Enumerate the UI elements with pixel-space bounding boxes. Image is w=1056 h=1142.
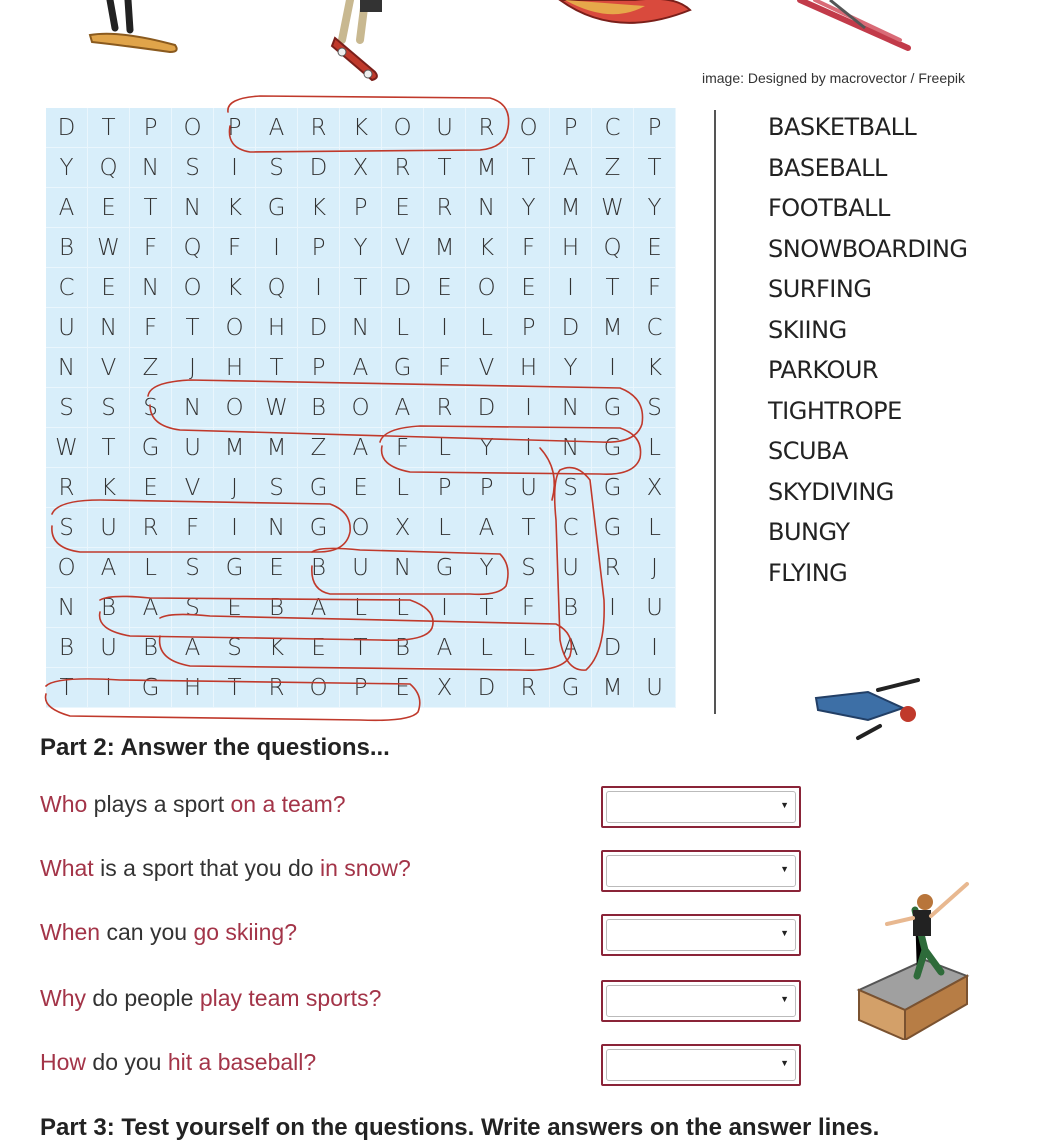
dropdown-field[interactable] xyxy=(606,985,796,1017)
question-text xyxy=(40,985,381,1012)
grid-letter: E xyxy=(256,548,298,588)
grid-letter: E xyxy=(298,628,340,668)
grid-letter: L xyxy=(130,548,172,588)
grid-letter: Y xyxy=(550,348,592,388)
dropdown-arrow-icon[interactable]: ▼ xyxy=(780,800,789,810)
grid-letter: T xyxy=(46,668,88,708)
grid-letter: M xyxy=(592,308,634,348)
grid-letter: T xyxy=(130,188,172,228)
word-list-item: FLYING xyxy=(768,558,848,587)
grid-letter: T xyxy=(340,628,382,668)
dropdown-arrow-icon[interactable]: ▼ xyxy=(780,994,789,1004)
dropdown-field[interactable] xyxy=(606,791,796,823)
grid-letter: A xyxy=(466,508,508,548)
grid-letter: L xyxy=(634,508,676,548)
grid-letter: S xyxy=(256,468,298,508)
grid-letter: Q xyxy=(256,268,298,308)
grid-letter: L xyxy=(466,308,508,348)
word-list-item: SURFING xyxy=(768,275,872,303)
word-list-item: SKIING xyxy=(768,315,847,344)
grid-letter: I xyxy=(424,588,466,628)
grid-letter: H xyxy=(550,228,592,268)
grid-letter: K xyxy=(466,228,508,268)
grid-letter: K xyxy=(634,348,676,388)
grid-letter: R xyxy=(466,108,508,148)
skier-illustration xyxy=(790,0,920,56)
grid-letter: E xyxy=(424,268,466,308)
grid-letter: F xyxy=(634,268,676,308)
grid-letter: Q xyxy=(592,228,634,268)
word-search-grid xyxy=(46,108,676,708)
grid-letter: D xyxy=(298,308,340,348)
grid-letter: K xyxy=(214,188,256,228)
grid-letter: O xyxy=(298,668,340,708)
dropdown-field[interactable] xyxy=(606,919,796,951)
grid-letter: J xyxy=(214,468,256,508)
grid-letter: I xyxy=(592,588,634,628)
grid-letter: Y xyxy=(508,188,550,228)
grid-letter: B xyxy=(256,588,298,628)
grid-letter: I xyxy=(508,388,550,428)
grid-letter: L xyxy=(382,468,424,508)
grid-letter: P xyxy=(130,108,172,148)
grid-letter: R xyxy=(592,548,634,588)
grid-letter: C xyxy=(46,268,88,308)
grid-letter: D xyxy=(298,148,340,188)
grid-letter: K xyxy=(88,468,130,508)
grid-letter: N xyxy=(46,588,88,628)
grid-letter: F xyxy=(172,508,214,548)
grid-letter: G xyxy=(214,548,256,588)
grid-letter: D xyxy=(466,388,508,428)
grid-letter: V xyxy=(172,468,214,508)
grid-letter: N xyxy=(130,148,172,188)
grid-letter: A xyxy=(46,188,88,228)
skater-grind-illustration xyxy=(855,880,975,1040)
grid-letter: R xyxy=(46,468,88,508)
grid-letter: T xyxy=(214,668,256,708)
grid-letter: E xyxy=(88,188,130,228)
grid-letter: D xyxy=(466,668,508,708)
grid-letter: A xyxy=(172,628,214,668)
grid-letter: O xyxy=(340,508,382,548)
grid-letter: Y xyxy=(46,148,88,188)
grid-letter: G xyxy=(592,508,634,548)
word-list-item: TIGHTROPE xyxy=(768,396,902,425)
grid-letter: E xyxy=(214,588,256,628)
grid-letter: B xyxy=(130,628,172,668)
grid-letter: O xyxy=(466,268,508,308)
grid-letter: L xyxy=(466,628,508,668)
grid-letter: P xyxy=(550,108,592,148)
grid-letter: P xyxy=(634,108,676,148)
grid-letter: Y xyxy=(340,228,382,268)
grid-letter: X xyxy=(340,148,382,188)
grid-letter: S xyxy=(508,548,550,588)
grid-letter: S xyxy=(172,548,214,588)
question-text xyxy=(40,919,297,946)
word-list-item: SCUBA xyxy=(768,437,848,465)
word-list-item: FOOTBALL xyxy=(768,194,890,222)
grid-letter: N xyxy=(46,348,88,388)
grid-letter: O xyxy=(214,308,256,348)
grid-letter: N xyxy=(340,308,382,348)
grid-letter: G xyxy=(592,468,634,508)
grid-letter: N xyxy=(172,188,214,228)
grid-letter: E xyxy=(508,268,550,308)
surfer-illustration xyxy=(555,0,695,36)
grid-letter: S xyxy=(46,388,88,428)
skateboarder-illustration xyxy=(320,0,400,82)
dropdown-arrow-icon[interactable]: ▼ xyxy=(780,1058,789,1068)
grid-letter: D xyxy=(46,108,88,148)
grid-letter: N xyxy=(88,308,130,348)
grid-letter: I xyxy=(634,628,676,668)
question-middle: do people xyxy=(86,985,200,1011)
grid-letter: P xyxy=(466,468,508,508)
grid-letter: L xyxy=(508,628,550,668)
grid-letter: X xyxy=(634,468,676,508)
grid-letter: T xyxy=(466,588,508,628)
grid-letter: E xyxy=(88,268,130,308)
grid-letter: B xyxy=(46,628,88,668)
question-text xyxy=(40,1049,316,1076)
answer-dropdown[interactable] xyxy=(601,786,801,828)
vertical-divider xyxy=(714,110,716,714)
grid-letter: H xyxy=(214,348,256,388)
grid-letter: V xyxy=(382,228,424,268)
grid-letter: R xyxy=(130,508,172,548)
word-list-item: SNOWBOARDING xyxy=(768,234,968,263)
grid-letter: S xyxy=(634,388,676,428)
question-middle: do you xyxy=(86,1049,168,1075)
grid-letter: E xyxy=(634,228,676,268)
question-text xyxy=(40,855,411,882)
grid-letter: F xyxy=(382,428,424,468)
grid-letter: Y xyxy=(634,188,676,228)
grid-letter: G xyxy=(424,548,466,588)
grid-letter: O xyxy=(172,108,214,148)
grid-letter: R xyxy=(298,108,340,148)
grid-letter: I xyxy=(424,308,466,348)
grid-letter: J xyxy=(172,348,214,388)
grid-letter: L xyxy=(382,308,424,348)
grid-letter: B xyxy=(46,228,88,268)
question-wh-word: How xyxy=(40,1049,87,1075)
grid-letter: L xyxy=(634,428,676,468)
grid-letter: A xyxy=(88,548,130,588)
word-list xyxy=(768,112,968,598)
grid-letter: C xyxy=(634,308,676,348)
grid-letter: I xyxy=(298,268,340,308)
question-highlight: play team sports? xyxy=(199,985,382,1011)
grid-letter: T xyxy=(88,108,130,148)
grid-letter: R xyxy=(256,668,298,708)
question-middle: can you xyxy=(100,919,194,945)
grid-letter: I xyxy=(88,668,130,708)
grid-letter: G xyxy=(382,348,424,388)
grid-letter: V xyxy=(466,348,508,388)
word-list-item: BASEBALL xyxy=(768,153,887,182)
grid-letter: B xyxy=(550,588,592,628)
grid-letter: A xyxy=(256,108,298,148)
grid-letter: N xyxy=(466,188,508,228)
grid-letter: P xyxy=(298,348,340,388)
answer-dropdown[interactable] xyxy=(601,850,801,892)
grid-letter: Q xyxy=(172,228,214,268)
grid-letter: R xyxy=(382,148,424,188)
grid-letter: U xyxy=(634,588,676,628)
grid-letter: N xyxy=(130,268,172,308)
grid-letter: T xyxy=(256,348,298,388)
question-middle: is a sport that you do xyxy=(93,855,320,881)
grid-letter: U xyxy=(634,668,676,708)
grid-letter: E xyxy=(130,468,172,508)
grid-letter: G xyxy=(550,668,592,708)
question-wh-word: Why xyxy=(40,985,86,1011)
question-highlight: hit a baseball? xyxy=(167,1049,317,1075)
grid-letter: G xyxy=(592,388,634,428)
grid-letter: S xyxy=(130,388,172,428)
grid-letter: O xyxy=(46,548,88,588)
grid-letter: N xyxy=(550,388,592,428)
grid-letter: R xyxy=(508,668,550,708)
question-highlight: go skiing? xyxy=(193,919,298,945)
grid-letter: L xyxy=(340,588,382,628)
grid-letter: O xyxy=(214,388,256,428)
grid-letter: P xyxy=(340,668,382,708)
grid-letter: C xyxy=(550,508,592,548)
grid-letter: L xyxy=(382,588,424,628)
grid-letter: F xyxy=(508,588,550,628)
grid-letter: G xyxy=(256,188,298,228)
grid-letter: H xyxy=(508,348,550,388)
grid-letter: B xyxy=(298,388,340,428)
grid-letter: T xyxy=(88,428,130,468)
grid-letter: U xyxy=(172,428,214,468)
dropdown-field[interactable] xyxy=(606,855,796,887)
grid-letter: I xyxy=(256,228,298,268)
grid-letter: I xyxy=(214,148,256,188)
part2-heading: Part 2: Answer the questions... xyxy=(40,734,390,761)
grid-letter: S xyxy=(46,508,88,548)
grid-letter: P xyxy=(424,468,466,508)
grid-letter: I xyxy=(550,268,592,308)
grid-letter: E xyxy=(382,668,424,708)
grid-letter: W xyxy=(88,228,130,268)
grid-letter: B xyxy=(88,588,130,628)
grid-letter: D xyxy=(550,308,592,348)
grid-letter: S xyxy=(172,148,214,188)
grid-letter: M xyxy=(424,228,466,268)
grid-letter: S xyxy=(214,628,256,668)
grid-letter: J xyxy=(634,548,676,588)
grid-letter: B xyxy=(382,628,424,668)
grid-letter: Z xyxy=(592,148,634,188)
grid-letter: U xyxy=(424,108,466,148)
grid-letter: H xyxy=(256,308,298,348)
grid-letter: F xyxy=(130,228,172,268)
question-wh-word: Who xyxy=(40,791,88,817)
grid-letter: W xyxy=(592,188,634,228)
grid-letter: M xyxy=(256,428,298,468)
grid-letter: N xyxy=(256,508,298,548)
image-credit: image: Designed by macrovector / Freepik xyxy=(702,70,965,86)
grid-letter: G xyxy=(298,508,340,548)
grid-letter: A xyxy=(382,388,424,428)
grid-letter: W xyxy=(256,388,298,428)
dropdown-arrow-icon[interactable]: ▼ xyxy=(780,864,789,874)
grid-letter: B xyxy=(298,548,340,588)
grid-letter: X xyxy=(424,668,466,708)
grid-letter: U xyxy=(46,308,88,348)
grid-letter: X xyxy=(382,508,424,548)
grid-letter: N xyxy=(382,548,424,588)
skydiver-illustration xyxy=(808,670,928,742)
grid-letter: D xyxy=(382,268,424,308)
grid-letter: R xyxy=(424,388,466,428)
grid-letter: W xyxy=(46,428,88,468)
grid-letter: U xyxy=(88,508,130,548)
question-middle: plays a sport xyxy=(87,791,231,817)
word-list-item: BASKETBALL xyxy=(768,113,917,141)
grid-letter: T xyxy=(508,148,550,188)
answer-dropdown[interactable] xyxy=(601,1044,801,1086)
grid-letter: A xyxy=(550,628,592,668)
grid-letter: A xyxy=(340,428,382,468)
grid-letter: T xyxy=(172,308,214,348)
grid-letter: G xyxy=(298,468,340,508)
grid-letter: R xyxy=(424,188,466,228)
grid-letter: U xyxy=(340,548,382,588)
grid-letter: A xyxy=(298,588,340,628)
grid-letter: G xyxy=(130,668,172,708)
question-wh-word: When xyxy=(40,919,101,945)
grid-letter: O xyxy=(172,268,214,308)
grid-letter: U xyxy=(550,548,592,588)
grid-letter: P xyxy=(214,108,256,148)
grid-letter: I xyxy=(592,348,634,388)
question-text xyxy=(40,791,346,818)
grid-letter: F xyxy=(508,228,550,268)
grid-letter: M xyxy=(550,188,592,228)
grid-letter: F xyxy=(214,228,256,268)
grid-letter: S xyxy=(172,588,214,628)
grid-letter: V xyxy=(88,348,130,388)
grid-letter: A xyxy=(130,588,172,628)
grid-letter: T xyxy=(340,268,382,308)
grid-letter: D xyxy=(592,628,634,668)
part3-heading: Part 3: Test yourself on the questions. Write answers on the answer lines. xyxy=(40,1114,880,1141)
question-highlight: in snow? xyxy=(319,855,411,881)
dropdown-arrow-icon[interactable]: ▼ xyxy=(780,928,789,938)
grid-letter: K xyxy=(256,628,298,668)
grid-letter: A xyxy=(340,348,382,388)
grid-letter: A xyxy=(424,628,466,668)
grid-letter: M xyxy=(466,148,508,188)
grid-letter: O xyxy=(382,108,424,148)
grid-letter: I xyxy=(508,428,550,468)
grid-letter: M xyxy=(214,428,256,468)
grid-letter: O xyxy=(508,108,550,148)
grid-letter: E xyxy=(382,188,424,228)
question-wh-word: What xyxy=(40,855,94,881)
grid-letter: G xyxy=(130,428,172,468)
grid-letter: T xyxy=(592,268,634,308)
grid-letter: S xyxy=(550,468,592,508)
grid-letter: Q xyxy=(88,148,130,188)
grid-letter: O xyxy=(340,388,382,428)
grid-letter: H xyxy=(172,668,214,708)
answer-dropdown[interactable] xyxy=(601,914,801,956)
grid-letter: F xyxy=(130,308,172,348)
grid-letter: M xyxy=(592,668,634,708)
grid-letter: T xyxy=(634,148,676,188)
grid-letter: U xyxy=(508,468,550,508)
word-list-item: BUNGY xyxy=(768,518,850,546)
grid-letter: S xyxy=(256,148,298,188)
grid-letter: T xyxy=(424,148,466,188)
grid-letter: N xyxy=(550,428,592,468)
word-list-item: PARKOUR xyxy=(768,356,879,384)
grid-letter: Z xyxy=(298,428,340,468)
grid-letter: K xyxy=(214,268,256,308)
grid-letter: L xyxy=(424,508,466,548)
grid-letter: U xyxy=(88,628,130,668)
answer-dropdown[interactable] xyxy=(601,980,801,1022)
grid-letter: Y xyxy=(466,428,508,468)
grid-letter: N xyxy=(172,388,214,428)
snowboarder-illustration xyxy=(80,0,190,60)
grid-letter: I xyxy=(214,508,256,548)
grid-letter: K xyxy=(298,188,340,228)
grid-letter: F xyxy=(424,348,466,388)
word-list-item: SKYDIVING xyxy=(768,477,894,506)
question-highlight: on a team? xyxy=(230,791,346,817)
grid-letter: A xyxy=(550,148,592,188)
grid-letter: P xyxy=(298,228,340,268)
grid-letter: P xyxy=(340,188,382,228)
grid-letter: E xyxy=(340,468,382,508)
grid-letter: C xyxy=(592,108,634,148)
dropdown-field[interactable] xyxy=(606,1049,796,1081)
grid-letter: L xyxy=(424,428,466,468)
grid-letter: K xyxy=(340,108,382,148)
grid-letter: T xyxy=(508,508,550,548)
grid-letter: S xyxy=(88,388,130,428)
grid-letter: P xyxy=(508,308,550,348)
grid-letter: Z xyxy=(130,348,172,388)
grid-letter: Y xyxy=(466,548,508,588)
grid-letter: G xyxy=(592,428,634,468)
